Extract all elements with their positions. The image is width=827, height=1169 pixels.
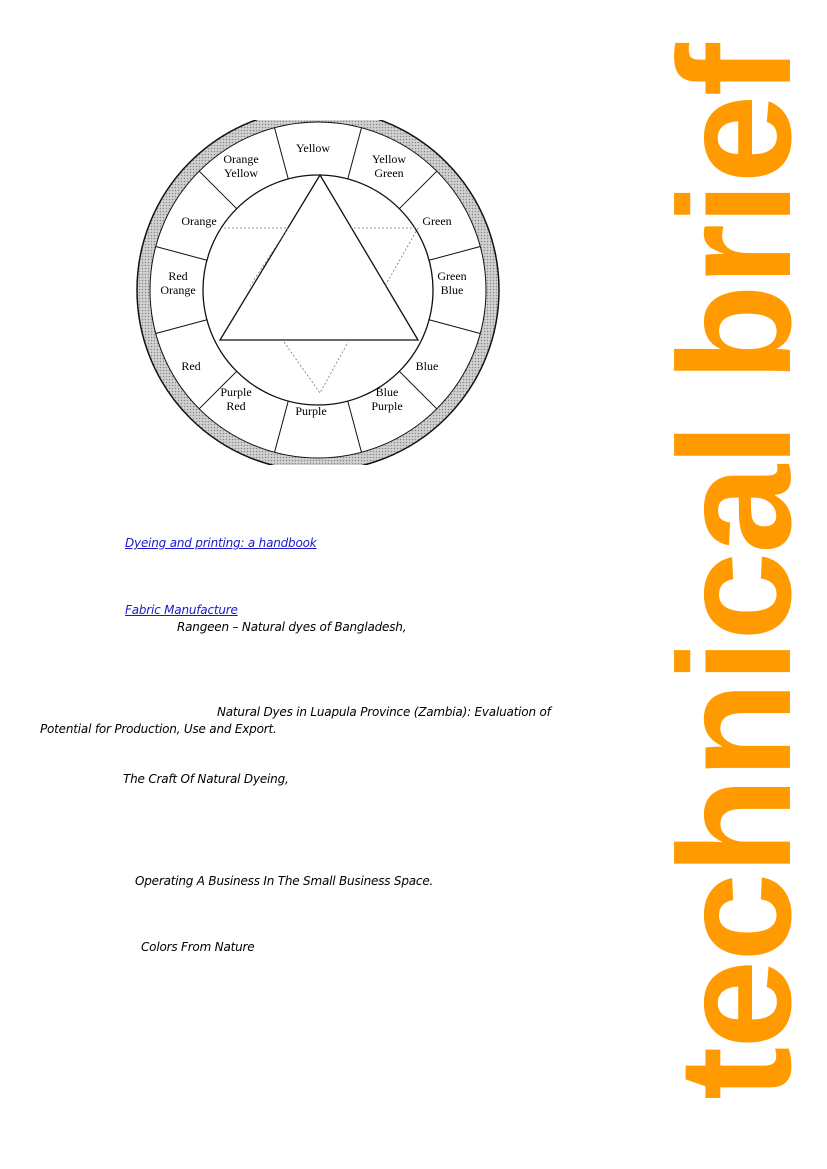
wheel-label-red-orange: Red Orange xyxy=(160,269,196,297)
wheel-inner-circle xyxy=(203,175,433,405)
wheel-label-yellow-green: Yellow Green xyxy=(371,152,407,180)
wheel-label-orange: Orange xyxy=(181,214,217,228)
reference-colors-from-nature: Colors From Nature xyxy=(141,940,255,954)
wheel-label-blue: Blue xyxy=(415,359,439,373)
reference-dyeing-printing-handbook[interactable] xyxy=(125,536,317,550)
reference-fabric-manufacture[interactable] xyxy=(125,603,238,617)
reference-link-fabric-manufacture[interactable]: Fabric Manufacture xyxy=(125,603,238,617)
wheel-label-red: Red xyxy=(181,359,201,373)
reference-natural-dyes-luapula-cont: Potential for Production, Use and Export. xyxy=(40,722,277,736)
technical-brief-banner: technical brief xyxy=(645,45,824,1100)
wheel-label-green: Green xyxy=(422,214,452,228)
reference-operating-business: Operating A Business In The Small Business Space. xyxy=(135,874,434,888)
color-wheel-diagram xyxy=(135,120,500,465)
wheel-label-yellow: Yellow xyxy=(295,141,331,155)
reference-link-dyeing-printing[interactable]: Dyeing and printing: a handbook xyxy=(125,536,317,550)
reference-natural-dyes-luapula: Natural Dyes in Luapula Province (Zambia): Evaluation of xyxy=(217,705,551,719)
reference-craft-natural-dyeing: The Craft Of Natural Dyeing, xyxy=(123,772,289,786)
wheel-label-purple: Purple xyxy=(295,404,327,418)
wheel-label-orange-yellow: Orange Yellow xyxy=(223,152,259,180)
wheel-label-purple-red: Purple Red xyxy=(220,385,252,413)
reference-rangeen: Rangeen – Natural dyes of Bangladesh, xyxy=(177,620,407,634)
wheel-label-green-blue: Green Blue xyxy=(437,269,467,297)
wheel-label-blue-purple: Blue Purple xyxy=(371,385,403,413)
